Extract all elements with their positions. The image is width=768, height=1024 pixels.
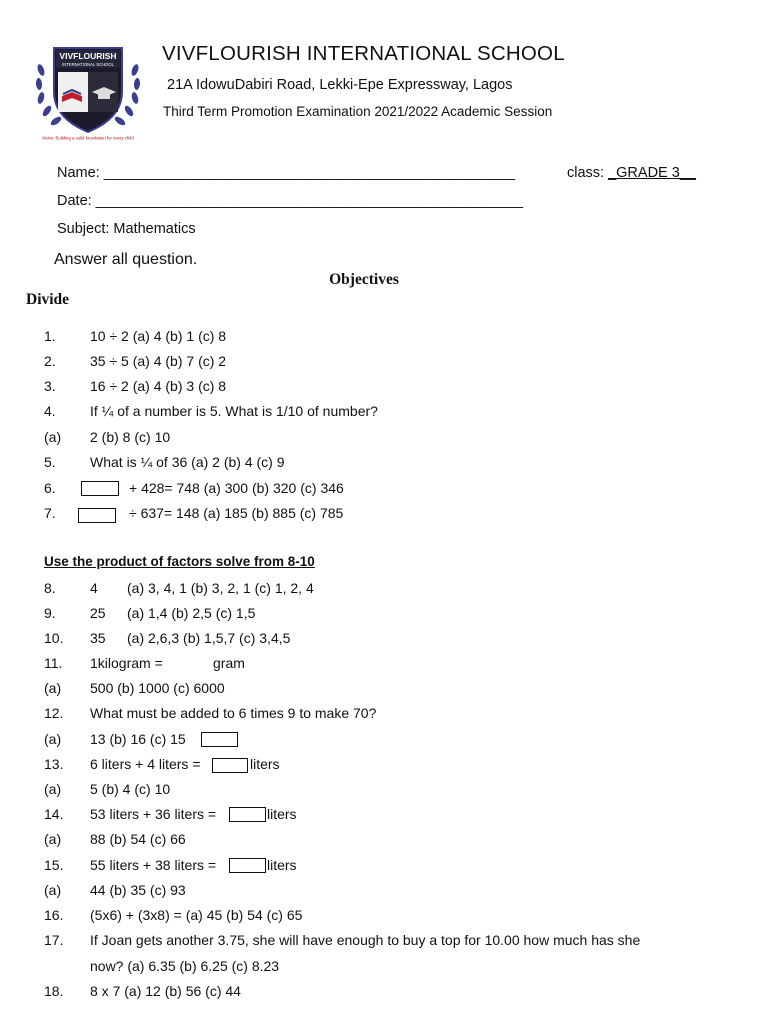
question-text: 13 (b) 16 (c) 15 xyxy=(90,731,186,747)
class-value: _GRADE 3__ xyxy=(608,165,696,181)
question-text: If ¼ of a number is 5. What is 1/10 of number? xyxy=(90,403,378,419)
date-field[interactable]: Date: _____________________________________________________ xyxy=(57,193,524,209)
question-text: ÷ 637= 148 (a) 185 (b) 885 (c) 785 xyxy=(129,505,344,521)
question-number: 10. xyxy=(44,630,64,646)
question-number: 6. xyxy=(44,480,56,496)
question-text: What must be added to 6 times 9 to make 70? xyxy=(90,705,377,721)
question-text: 500 (b) 1000 (c) 6000 xyxy=(90,680,225,696)
question-text: 88 (b) 54 (c) 66 xyxy=(90,831,186,847)
question-unit: liters xyxy=(267,857,297,873)
svg-text:Motto: Building a solid founda: Motto: Building a solid foundation for every child xyxy=(42,135,134,141)
question-number: 8. xyxy=(44,580,56,596)
question-number: 11. xyxy=(44,655,63,671)
question-text: 4 xyxy=(90,580,98,596)
question-text: If Joan gets another 3.75, she will have enough to buy a top for 10.00 how much has she xyxy=(90,932,641,948)
name-field[interactable]: Name: ___________________________________________________ xyxy=(57,165,516,181)
exam-title: Third Term Promotion Examination 2021/2022 Academic Session xyxy=(163,104,553,119)
school-name: VIVFLOURISH INTERNATIONAL SCHOOL xyxy=(162,42,565,65)
question-unit: liters xyxy=(250,756,280,772)
question-number: (a) xyxy=(44,882,62,898)
svg-text:VIVFLOURISH: VIVFLOURISH xyxy=(59,51,117,61)
question-text: 35 ÷ 5 (a) 4 (b) 7 (c) 2 xyxy=(90,353,227,369)
question-text: 1kilogram = xyxy=(90,655,163,671)
question-options: (a) 1,4 (b) 2,5 (c) 1,5 xyxy=(127,605,256,621)
question-number: 16. xyxy=(44,907,64,923)
question-text: 53 liters + 36 liters = xyxy=(90,806,217,822)
question-text: 8 x 7 (a) 12 (b) 56 (c) 44 xyxy=(90,983,241,999)
instructions: Answer all question. xyxy=(54,251,198,268)
answer-box[interactable] xyxy=(212,758,248,773)
question-unit: gram xyxy=(213,655,245,671)
question-number: 1. xyxy=(44,328,56,344)
question-text: 25 xyxy=(90,605,106,621)
question-text: (5x6) + (3x8) = (a) 45 (b) 54 (c) 65 xyxy=(90,907,303,923)
answer-box[interactable] xyxy=(78,508,116,523)
question-number: (a) xyxy=(44,429,62,445)
school-logo xyxy=(32,40,144,142)
answer-box[interactable] xyxy=(201,732,238,747)
question-text: 5 (b) 4 (c) 10 xyxy=(90,781,171,797)
school-address: 21A IdowuDabiri Road, Lekki-Epe Expressway, Lagos xyxy=(167,77,513,93)
question-options: (a) 3, 4, 1 (b) 3, 2, 1 (c) 1, 2, 4 xyxy=(127,580,314,596)
question-number: 12. xyxy=(44,705,64,721)
question-number: (a) xyxy=(44,781,62,797)
question-number: (a) xyxy=(44,731,62,747)
class-label: class: xyxy=(567,165,609,181)
svg-text:INTERNATIONAL SCHOOL: INTERNATIONAL SCHOOL xyxy=(62,62,114,67)
question-number: (a) xyxy=(44,831,62,847)
question-number: 13. xyxy=(44,756,64,772)
question-text: What is ¼ of 36 (a) 2 (b) 4 (c) 9 xyxy=(90,454,285,470)
question-text-continued: now? (a) 6.35 (b) 6.25 (c) 8.23 xyxy=(90,958,280,974)
question-number: 2. xyxy=(44,353,56,369)
answer-box[interactable] xyxy=(81,481,119,496)
question-text: 16 ÷ 2 (a) 4 (b) 3 (c) 8 xyxy=(90,378,227,394)
question-number: 15. xyxy=(44,857,64,873)
subject-line: Subject: Mathematics xyxy=(57,221,196,237)
question-text: 35 xyxy=(90,630,106,646)
question-text: 44 (b) 35 (c) 93 xyxy=(90,882,186,898)
question-number: 3. xyxy=(44,378,56,394)
objectives-heading: Objectives xyxy=(329,271,399,288)
question-options: (a) 2,6,3 (b) 1,5,7 (c) 3,4,5 xyxy=(127,630,291,646)
divide-heading: Divide xyxy=(26,291,70,308)
question-text: + 428= 748 (a) 300 (b) 320 (c) 346 xyxy=(129,480,344,496)
question-number: 4. xyxy=(44,403,56,419)
question-text: 55 liters + 38 liters = xyxy=(90,857,217,873)
factors-heading: Use the product of factors solve from 8-10 xyxy=(44,554,315,569)
question-unit: liters xyxy=(267,806,297,822)
question-text: 6 liters + 4 liters = xyxy=(90,756,201,772)
question-number: 7. xyxy=(44,505,56,521)
question-number: 14. xyxy=(44,806,64,822)
question-text: 10 ÷ 2 (a) 4 (b) 1 (c) 8 xyxy=(90,328,227,344)
question-number: 5. xyxy=(44,454,56,470)
class-field xyxy=(567,165,696,181)
answer-box[interactable] xyxy=(229,858,266,873)
question-number: 17. xyxy=(44,932,64,948)
question-text: 2 (b) 8 (c) 10 xyxy=(90,429,171,445)
question-number: 18. xyxy=(44,983,64,999)
answer-box[interactable] xyxy=(229,807,266,822)
question-number: 9. xyxy=(44,605,56,621)
question-number: (a) xyxy=(44,680,62,696)
